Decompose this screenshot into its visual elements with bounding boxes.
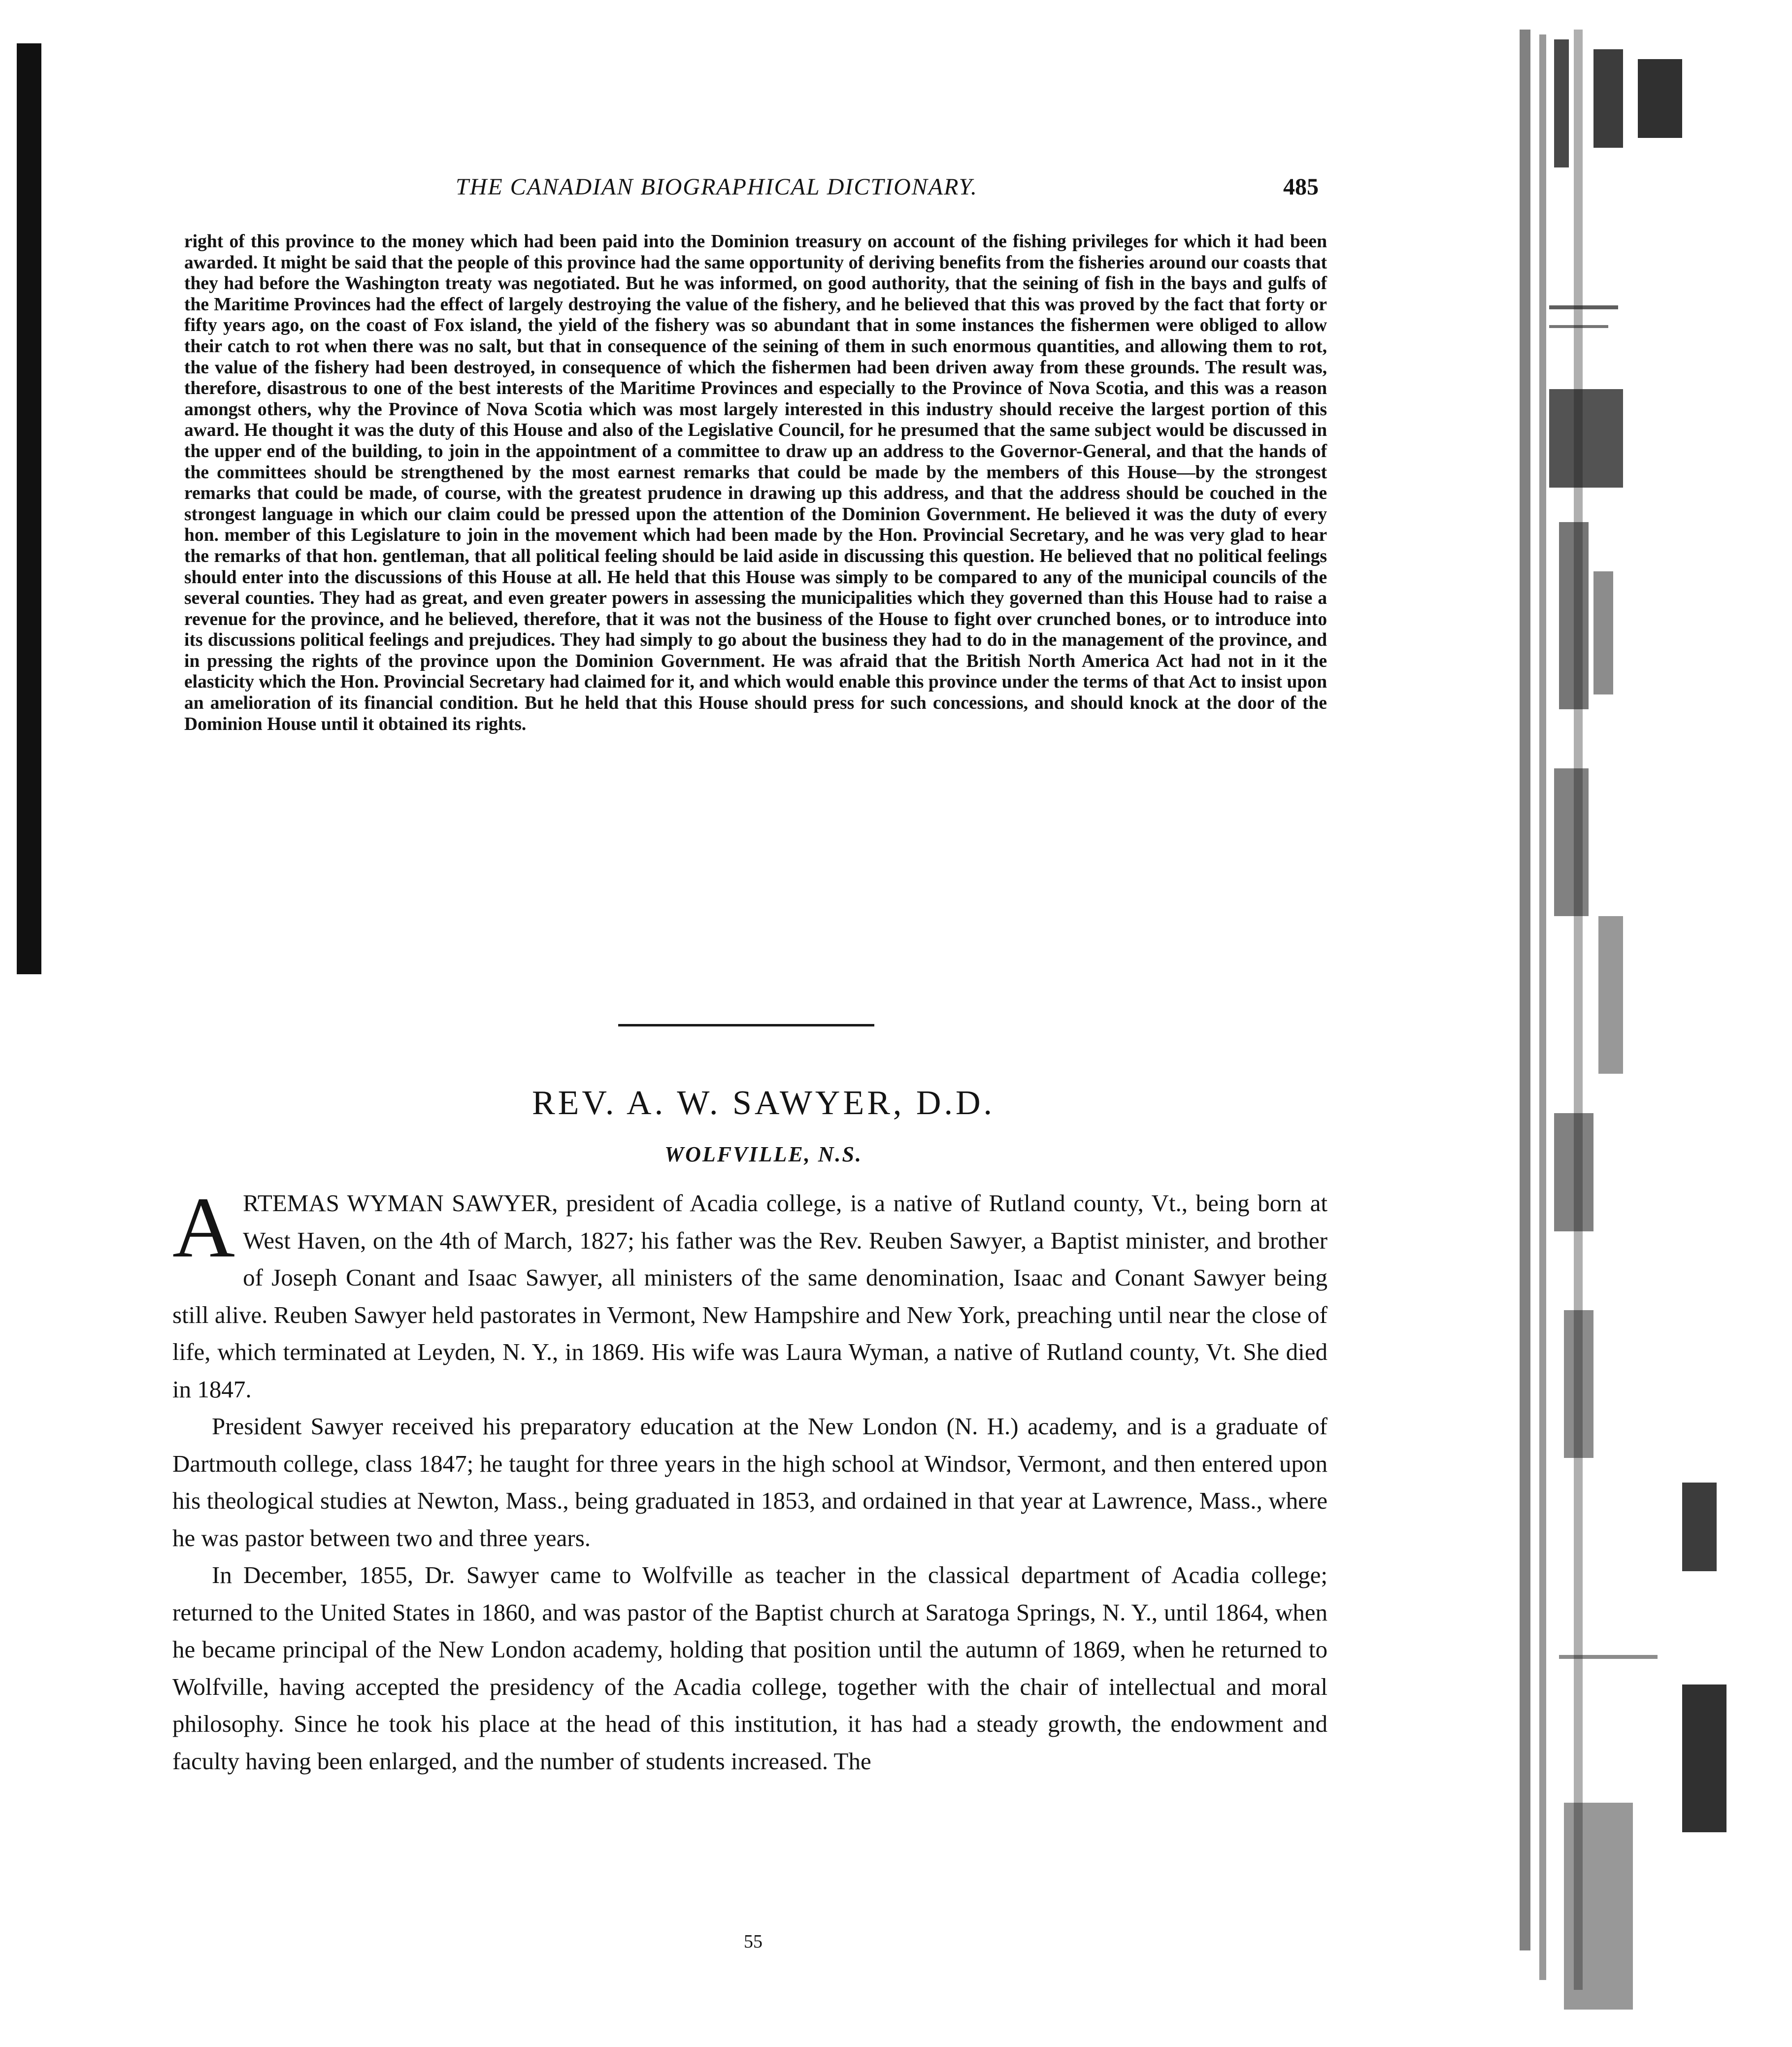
subject-name: RTEMAS WYMAN SAWYER,: [243, 1189, 558, 1217]
paragraph-1-text: president of Acadia college, is a native of Rutland county, Vt., being born at West Haven, on the 4th of March, 1827; his father was the Rev. Reuben Sawyer, a Baptist minister, and brother of Joseph Conant and Isaac Sawyer, all ministers of the same denomination, Isaac and Conant Sawyer being still alive. Reuben Sawyer held pastorates in Vermont, New Hampshire and New York, preaching until near the close of life, which terminated at Leyden, N. Y., in 1869. His wife was Laura Wyman, a native of Rutland county, Vt. She died in 1847.: [172, 1189, 1327, 1403]
signature-mark: 55: [744, 1931, 763, 1952]
article-body: [172, 1180, 1327, 1780]
scan-edge-bar: [17, 43, 41, 974]
running-head: THE CANADIAN BIOGRAPHICAL DICTIONARY.: [456, 174, 978, 200]
drop-cap: A: [172, 1180, 235, 1276]
article-paragraph-1: [172, 1180, 1327, 1408]
article-paragraph-2: President Sawyer received his preparatory education at the New London (N. H.) academy, and is a graduate of Dartmouth college, class 1847; he taught for three years in the high school at Windsor, Vermont, and then entered upon his theological studies at Newton, Mass., being graduated in 1853, and ordained in that year at Lawrence, Mass., where he was pastor between two and three years.: [172, 1413, 1327, 1552]
section-separator: [618, 1024, 874, 1026]
article-title: REV. A. W. SAWYER, D.D.: [531, 1084, 996, 1122]
scan-margin-noise: [1520, 30, 1756, 2039]
page-number: 485: [1283, 174, 1319, 200]
previous-article-text: right of this province to the money which had been paid into the Dominion treasury on account of the fishing privileges for which it had been awarded. It might be said that the people of this province had the same opportunity of deriving benefits from the fisheries around our coasts that they had before the Washington treaty was negotiated. But he was informed, on good authority, that the seining of fish in the bays and gulfs of the Maritime Provinces had the effect of largely destroying the value of the fishery, and he believed that this was proved by the fact that forty or fifty years ago, on the coast of Fox island, the yield of the fishery was so abundant that in some instances the fishermen were obliged to allow their catch to rot when there was no salt, but that in consequence of the seining of them in such enormous quantities, and allowing them to rot, the value of the fishery had been destroyed, in consequence of which the fishermen had been driven away from these grounds. The result was, therefore, disastrous to one of the best interests of the Maritime Provinces and especially to the Province of Nova Scotia, and this was a reason amongst others, why the Province of Nova Scotia which was most largely interested in this industry should receive the largest portion of this award. He thought it was the duty of this House and also of the Legislative Council, for he presumed that the same subject would be discussed in the upper end of the building, to join in the appointment of a committee to draw up an address to the Governor-General, and that the hands of the committees should be strengthened by the most earnest remarks that could be made by the members of this House—by the strongest remarks that could be made, of course, with the greatest prudence in drawing up this address, and that the address should be couched in the strongest language in which our claim could be pressed upon the attention of the Dominion Government. He believed it was the duty of every hon. member of this Legislature to join in the movement which had been made by the Hon. Provincial Secretary, and he was very glad to hear the remarks of that hon. gentleman, that all political feeling should be laid aside in discussing this question. He believed that no political feelings should enter into the discussions of this House at all. He held that this House was simply to be compared to any of the municipal councils of the several counties. They had as great, and even greater powers in assessing the municipalities which they governed than this House had to raise a revenue for the province, and he believed, therefore, that it was not the business of the House to fight over crunched bones, or to introduce into its discussions political feelings and prejudices. They had simply to go about the business they had to do in the management of the province, and in pressing the rights of the province upon the Dominion Government. He was afraid that the British North America Act had not in it the elasticity which the Hon. Provincial Secretary had claimed for it, and which would enable this province under the terms of that Act to insist upon an amelioration of its financial condition. But he held that this House should press for such concessions, and should knock at the door of the Dominion House until it obtained its rights.: [184, 231, 1327, 734]
article-paragraph-3: In December, 1855, Dr. Sawyer came to Wolfville as teacher in the classical department of Acadia college; returned to the United States in 1860, and was pastor of the Baptist church at Saratoga Springs, N. Y., until 1864, when he became principal of the New London academy, holding that position until the autumn of 1869, when he returned to Wolfville, having accepted the presidency of the Acadia college, together with the chair of intellectual and moral philosophy. Since he took his place at the head of this institution, it has had a steady growth, the endowment and faculty having been enlarged, and the number of students increased. The: [172, 1561, 1327, 1775]
article-location: WOLFVILLE, N.S.: [664, 1142, 863, 1166]
